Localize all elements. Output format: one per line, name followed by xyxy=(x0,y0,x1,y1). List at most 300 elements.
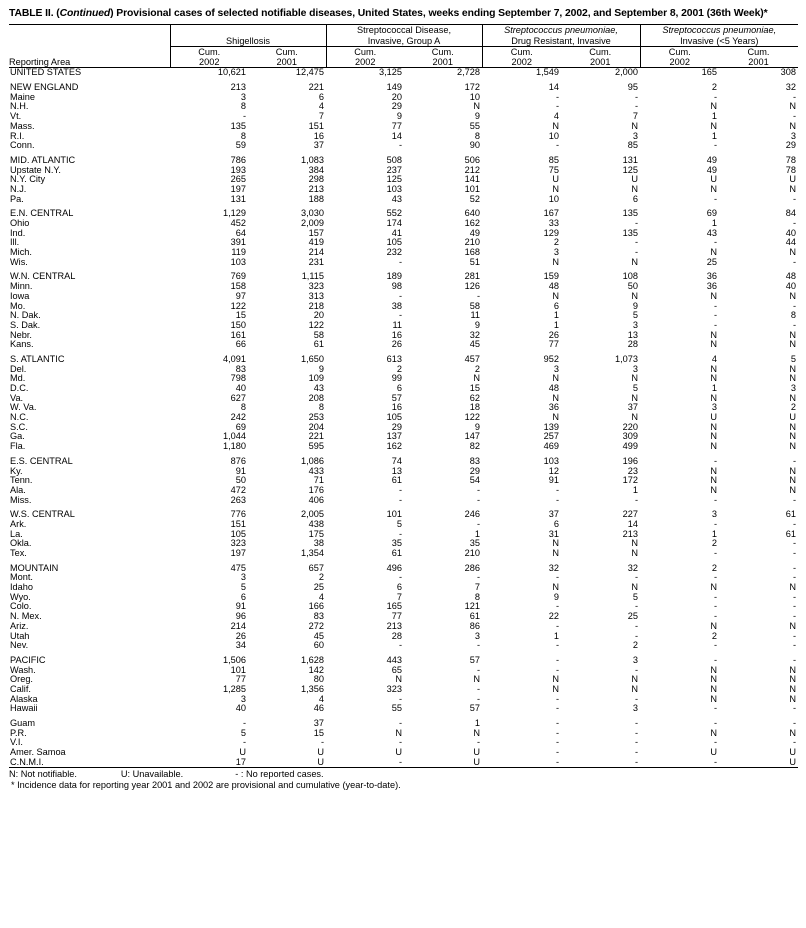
row-value-col1: 37 xyxy=(313,718,324,729)
row-value-col3: U xyxy=(404,758,482,768)
row-value-col1: 157 xyxy=(308,227,324,238)
row-value-col0: 213 xyxy=(230,82,246,93)
row-value-col5: - xyxy=(634,664,638,675)
row-value-col1: 109 xyxy=(308,373,324,384)
row-value-col2: 11 xyxy=(392,319,402,330)
row-value-col2: 174 xyxy=(386,218,402,229)
row-area-label: Vt. xyxy=(10,111,22,122)
row-value-col3: 8 xyxy=(474,591,480,602)
row-value-col1: U xyxy=(248,758,326,768)
row-value-col6: N xyxy=(710,247,717,258)
row-value-col6: 1 xyxy=(711,528,717,539)
row-value-col6: - xyxy=(713,548,717,559)
row-value-col5: 3 xyxy=(632,319,638,330)
row-value-col4: 4 xyxy=(553,111,559,122)
table-row xyxy=(9,583,798,593)
row-value-col5: 196 xyxy=(622,455,638,466)
row-value-col2: 3,125 xyxy=(326,68,404,78)
row-value-col2: 6 xyxy=(396,383,402,394)
row-value-col4: 26 xyxy=(548,329,559,340)
row-value-col2: 7 xyxy=(396,591,402,602)
row-value-col1: 1,086 xyxy=(301,455,324,466)
row-value-col3: 141 xyxy=(464,174,480,185)
table-row xyxy=(9,331,798,341)
row-value-col0: 64 xyxy=(235,227,246,238)
row-value-col4: 1,549 xyxy=(482,68,561,78)
row-value-col5: - xyxy=(634,572,638,583)
row-value-col4: U xyxy=(552,174,559,185)
header-col-cum-label-2: Cum. xyxy=(354,46,377,57)
row-value-col1: 221 xyxy=(308,431,324,442)
row-value-col6: - xyxy=(713,654,717,665)
table-row xyxy=(9,632,798,642)
row-value-col5: - xyxy=(634,601,638,612)
row-value-col0: 475 xyxy=(230,562,246,573)
row-value-col5: 227 xyxy=(622,509,638,520)
row-value-col0: 1,285 xyxy=(223,683,246,694)
row-value-col2: - xyxy=(398,290,402,301)
row-value-col2: 125 xyxy=(386,174,402,185)
row-value-col7: U xyxy=(789,174,796,185)
row-value-col5: 5 xyxy=(632,310,638,321)
row-value-col3: 11 xyxy=(470,310,480,321)
row-value-col1: 83 xyxy=(313,611,324,622)
row-value-col6: - xyxy=(713,591,717,602)
row-value-col0: 776 xyxy=(230,509,246,520)
row-value-col0: 26 xyxy=(235,630,246,641)
row-value-col3: 210 xyxy=(464,237,480,248)
row-value-col2: 29 xyxy=(391,101,402,112)
row-value-col4: N xyxy=(552,582,559,593)
row-area-label: Utah xyxy=(10,630,30,641)
row-value-col1: 8 xyxy=(318,402,324,413)
row-value-col2: 443 xyxy=(386,654,402,665)
row-value-col1: 61 xyxy=(313,339,324,350)
row-value-col7: - xyxy=(792,562,796,573)
page-title xyxy=(9,8,797,20)
row-value-col2: - xyxy=(398,640,402,651)
row-area-label: N. Mex. xyxy=(10,611,42,622)
row-value-col6: - xyxy=(713,611,717,622)
row-value-col7: 5 xyxy=(790,353,796,364)
row-value-col3: 2,728 xyxy=(404,68,482,78)
row-value-col1: 208 xyxy=(308,392,324,403)
row-value-col2: 57 xyxy=(391,392,402,403)
row-value-col5: 28 xyxy=(627,339,638,350)
row-area-label: Oreg. xyxy=(10,674,33,685)
row-value-col3: 45 xyxy=(469,339,480,350)
table-row xyxy=(9,719,798,729)
row-value-col2: 99 xyxy=(391,373,402,384)
row-value-col5: 13 xyxy=(627,329,638,340)
row-value-col7: - xyxy=(792,640,796,651)
row-value-col3: 29 xyxy=(469,465,480,476)
header-col-drug-resistant-2002 xyxy=(482,46,561,67)
row-value-col1: 218 xyxy=(308,300,324,311)
row-value-col1: 272 xyxy=(308,620,324,631)
row-value-col3: 83 xyxy=(469,455,480,466)
row-value-col6: N xyxy=(710,290,717,301)
row-value-col6: - xyxy=(713,237,717,248)
row-value-col0: 876 xyxy=(230,455,246,466)
row-value-col2: - xyxy=(398,310,402,321)
table-row xyxy=(9,704,798,714)
row-value-col5: - xyxy=(634,747,638,758)
row-area-label: Wyo. xyxy=(10,591,31,602)
table-row xyxy=(9,93,798,103)
row-value-col4: N xyxy=(552,183,559,194)
row-value-col0: 91 xyxy=(235,601,246,612)
row-value-col2: 98 xyxy=(391,281,402,292)
row-value-col0: 40 xyxy=(235,383,246,394)
row-value-col7: 8 xyxy=(790,310,796,321)
row-value-col2: 77 xyxy=(391,120,402,131)
row-value-col4: - xyxy=(555,140,559,151)
row-value-col4: - xyxy=(555,484,559,495)
footnote-u-label: U: Unavailable. xyxy=(120,769,184,780)
row-value-col0: 3 xyxy=(240,693,246,704)
row-value-col0: 103 xyxy=(230,256,246,267)
row-value-col5: N xyxy=(631,373,638,384)
row-value-col1: 1,356 xyxy=(301,683,324,694)
row-value-col6: - xyxy=(713,91,717,102)
header-col-cum-label-1: Cum. xyxy=(275,46,298,57)
row-area-label: Wash. xyxy=(10,664,36,675)
row-value-col6: N xyxy=(710,363,717,374)
row-area-label: Mich. xyxy=(10,247,32,258)
table-row xyxy=(9,195,798,205)
row-value-col7: N xyxy=(789,664,796,675)
row-value-col3: - xyxy=(476,640,480,651)
row-area-label: Mo. xyxy=(10,300,26,311)
row-area-label: S.C. xyxy=(10,421,28,432)
row-value-col0: 105 xyxy=(230,528,246,539)
row-area-label: Fla. xyxy=(10,441,26,452)
table-row xyxy=(9,112,798,122)
row-value-col4: - xyxy=(555,718,559,729)
row-value-col2: 496 xyxy=(386,562,402,573)
row-area-label: S. Dak. xyxy=(10,319,41,330)
row-value-col7: 2 xyxy=(790,402,796,413)
row-value-col7: - xyxy=(792,591,796,602)
row-value-col2: 29 xyxy=(391,421,402,432)
header-col-strep-group-a-2001 xyxy=(404,46,482,67)
row-value-col7: N xyxy=(789,693,796,704)
row-value-col1: 37 xyxy=(313,140,324,151)
row-value-col6: U xyxy=(710,747,717,758)
row-value-col6: - xyxy=(713,703,717,714)
row-value-col3: - xyxy=(476,484,480,495)
row-value-col6: N xyxy=(710,674,717,685)
row-value-col3: 62 xyxy=(469,392,480,403)
row-area-label: R.I. xyxy=(10,130,25,141)
row-value-col4: 1 xyxy=(553,310,559,321)
row-value-col5: 37 xyxy=(627,402,638,413)
table-row xyxy=(9,302,798,312)
row-area-label: NEW ENGLAND xyxy=(10,82,79,93)
row-value-col3: 506 xyxy=(464,154,480,165)
row-area-label: Alaska xyxy=(10,693,38,704)
row-value-col6: - xyxy=(713,518,717,529)
row-value-col6: N xyxy=(710,431,717,442)
row-value-col0: 77 xyxy=(235,674,246,685)
row-value-col1: 9 xyxy=(318,363,324,374)
row-value-col3: 35 xyxy=(469,538,480,549)
row-value-col5: N xyxy=(631,290,638,301)
row-value-col7: 308 xyxy=(719,68,798,78)
row-value-col7: N xyxy=(789,120,796,131)
row-area-label: Nev. xyxy=(10,640,29,651)
header-group-strep-group-a xyxy=(326,25,482,47)
row-value-col2: U xyxy=(395,747,402,758)
row-value-col5: 135 xyxy=(622,227,638,238)
row-value-col2: 213 xyxy=(386,620,402,631)
row-value-col6: 43 xyxy=(706,227,717,238)
row-area-label: Wis. xyxy=(10,256,28,267)
row-value-col0: 122 xyxy=(230,300,246,311)
row-value-col3: 168 xyxy=(464,247,480,258)
header-group-strep-group-a-line1: Streptococcal Disease, xyxy=(357,25,451,36)
row-value-col7: N xyxy=(789,441,796,452)
table-row xyxy=(9,258,798,268)
row-value-col0: 119 xyxy=(231,247,246,258)
row-area-label: Iowa xyxy=(10,290,30,301)
row-value-col0: 17 xyxy=(170,758,248,768)
row-value-col5: 6 xyxy=(632,193,638,204)
table-row xyxy=(9,282,798,292)
row-value-col0: 4,091 xyxy=(223,353,246,364)
row-value-col1: 122 xyxy=(308,319,324,330)
row-value-col4: 952 xyxy=(543,353,559,364)
row-value-col7: - xyxy=(792,654,796,665)
header-col-year-0: 2002 xyxy=(199,57,220,68)
row-value-col1: 4 xyxy=(318,693,324,704)
row-value-col5: 220 xyxy=(622,421,638,432)
row-value-col3: 8 xyxy=(474,130,480,141)
row-value-col3: 32 xyxy=(469,329,480,340)
row-value-col7: - xyxy=(792,91,796,102)
row-value-col0: - xyxy=(242,737,246,748)
footnote-dash-label: - : No reported cases. xyxy=(235,769,324,780)
row-value-col3: 457 xyxy=(464,353,480,364)
footnote-legend xyxy=(9,769,797,780)
row-value-col7: N xyxy=(789,431,796,442)
row-value-col1: 1,083 xyxy=(301,154,324,165)
row-value-col0: 101 xyxy=(230,664,246,675)
footnote-star: * Incidence data for reporting year 2001 and 2002 are provisional and cumulative (year-to-date). xyxy=(11,780,401,791)
row-value-col6: - xyxy=(713,601,717,612)
table-row xyxy=(9,695,798,705)
row-value-col4: 10 xyxy=(548,193,559,204)
row-value-col1: 438 xyxy=(308,518,324,529)
row-value-col1: 43 xyxy=(313,383,324,394)
row-value-col2: 162 xyxy=(386,441,402,452)
row-value-col0: 769 xyxy=(230,271,246,282)
table-row xyxy=(9,486,798,496)
row-value-col4: 159 xyxy=(543,271,559,282)
row-area-label: W. Va. xyxy=(10,402,37,413)
row-area-label: E.S. CENTRAL xyxy=(10,455,73,466)
row-value-col7: N xyxy=(789,620,796,631)
row-value-col1: 6 xyxy=(318,91,324,102)
row-value-col0: 3 xyxy=(240,572,246,583)
row-value-col4: N xyxy=(552,683,559,694)
header-group-shigellosis xyxy=(170,25,326,47)
table-row xyxy=(9,248,798,258)
row-value-col7: N xyxy=(789,465,796,476)
row-value-col3: 101 xyxy=(464,183,480,194)
header-col-cum-label-3: Cum. xyxy=(431,46,454,57)
row-value-col5: N xyxy=(631,683,638,694)
row-value-col3: 52 xyxy=(469,193,480,204)
row-value-col0: 197 xyxy=(230,548,246,559)
table-row xyxy=(9,229,798,239)
row-value-col0: 265 xyxy=(230,174,246,185)
row-value-col2: 165 xyxy=(386,601,402,612)
row-value-col7: - xyxy=(792,319,796,330)
row-value-col4: 1 xyxy=(553,630,559,641)
row-value-col1: - xyxy=(320,737,324,748)
table-row xyxy=(9,374,798,384)
table-row xyxy=(9,219,798,229)
row-value-col2: - xyxy=(398,693,402,704)
header-group-strep-group-a-line2: Invasive, Group A xyxy=(367,35,441,46)
row-value-col4: 6 xyxy=(553,518,559,529)
row-value-col2: 43 xyxy=(391,193,402,204)
table-row xyxy=(9,384,798,394)
row-area-label: V.I. xyxy=(10,737,23,748)
row-value-col0: 83 xyxy=(235,363,246,374)
row-value-col4: N xyxy=(552,256,559,267)
header-col-year-3: 2001 xyxy=(432,57,453,68)
row-value-col4: N xyxy=(552,412,559,423)
row-value-col6: N xyxy=(710,329,717,340)
row-area-label: Del. xyxy=(10,363,27,374)
row-value-col7: 84 xyxy=(785,208,796,219)
table-row xyxy=(9,83,798,93)
row-value-col3: 286 xyxy=(464,562,480,573)
row-value-col0: 786 xyxy=(230,154,246,165)
row-value-col4: N xyxy=(552,290,559,301)
row-value-col6: N xyxy=(710,441,717,452)
row-value-col6: 2 xyxy=(711,630,717,641)
row-value-col4: - xyxy=(555,91,559,102)
row-value-col2: 232 xyxy=(386,247,402,258)
row-value-col3: 121 xyxy=(464,601,480,612)
row-value-col6: U xyxy=(710,412,717,423)
row-value-col0: 59 xyxy=(235,140,246,151)
table-row xyxy=(9,292,798,302)
row-value-col2: 55 xyxy=(391,703,402,714)
row-value-col0: 161 xyxy=(230,329,246,340)
row-value-col3: - xyxy=(476,664,480,675)
row-area-label: Nebr. xyxy=(10,329,32,340)
row-value-col3: N xyxy=(473,674,480,685)
row-value-col3: U xyxy=(473,747,480,758)
row-value-col2: - xyxy=(398,737,402,748)
row-value-col3: N xyxy=(473,373,480,384)
row-value-col5: N xyxy=(631,183,638,194)
header-col-cum-label-5: Cum. xyxy=(589,46,612,57)
row-value-col2: N xyxy=(395,727,402,738)
row-value-col2: 137 xyxy=(386,431,402,442)
row-value-col5: 213 xyxy=(622,528,638,539)
row-value-col4: - xyxy=(482,758,561,768)
row-value-col5: 85 xyxy=(627,140,638,151)
table-row xyxy=(9,311,798,321)
header-col-shigellosis-2001 xyxy=(248,46,326,67)
header-col-cum-label-4: Cum. xyxy=(510,46,533,57)
row-value-col1: 595 xyxy=(308,441,324,452)
table-row xyxy=(9,355,798,365)
header-group-strep-pneumo-under5 xyxy=(640,25,798,47)
row-value-col1: 46 xyxy=(313,703,324,714)
row-value-col5: - xyxy=(634,737,638,748)
row-value-col1: 7 xyxy=(318,111,324,122)
row-area-label: Ill. xyxy=(10,237,20,248)
row-value-col1: 38 xyxy=(313,538,324,549)
row-value-col5: 95 xyxy=(627,82,638,93)
row-area-label: P.R. xyxy=(10,727,27,738)
row-area-label: Tenn. xyxy=(10,475,33,486)
title-suffix: ) Provisional cases of selected notifiable diseases, United States, weeks ending September 7, 2002, and September 8, 2001 (36th Week)* xyxy=(110,8,768,19)
row-value-col0: - xyxy=(242,718,246,729)
row-value-col3: 212 xyxy=(464,164,480,175)
row-value-col6: 49 xyxy=(706,154,717,165)
row-value-col2: - xyxy=(398,718,402,729)
row-value-col2: 508 xyxy=(386,154,402,165)
header-col-cum-label-6: Cum. xyxy=(668,46,691,57)
header-group-strep-pneumo-drug-resistant-line1: Streptococcus pneumoniae, xyxy=(504,25,618,36)
row-value-col3: 82 xyxy=(469,441,480,452)
row-value-col6: N xyxy=(710,620,717,631)
row-value-col4: 257 xyxy=(543,431,559,442)
row-area-label: Kans. xyxy=(10,339,34,350)
row-value-col4: 469 xyxy=(543,441,559,452)
row-value-col5: 3 xyxy=(632,130,638,141)
row-value-col6: 1 xyxy=(711,383,717,394)
header-group-strep-pneumo-drug-resistant xyxy=(482,25,640,47)
header-corner-blank xyxy=(9,25,170,47)
row-value-col5: 108 xyxy=(622,271,638,282)
row-value-col6: 4 xyxy=(711,353,717,364)
row-value-col3: 58 xyxy=(469,300,480,311)
row-value-col7: - xyxy=(792,218,796,229)
row-value-col4: 2 xyxy=(553,237,559,248)
row-value-col0: 96 xyxy=(235,611,246,622)
row-value-col5: N xyxy=(631,392,638,403)
row-value-col2: 26 xyxy=(391,339,402,350)
row-value-col6: N xyxy=(710,392,717,403)
row-area-label: La. xyxy=(10,528,23,539)
row-value-col0: 323 xyxy=(230,538,246,549)
row-value-col0: 50 xyxy=(235,475,246,486)
row-value-col6: N xyxy=(710,421,717,432)
row-value-col7: N xyxy=(789,484,796,495)
table-row xyxy=(9,185,798,195)
row-value-col7: N xyxy=(789,247,796,258)
table-row xyxy=(9,496,798,506)
row-value-col6: 36 xyxy=(706,281,717,292)
table-row xyxy=(9,442,798,452)
row-value-col4: - xyxy=(555,494,559,505)
row-value-col2: 2 xyxy=(396,363,402,374)
row-value-col7: N xyxy=(789,475,796,486)
row-value-col5: N xyxy=(631,120,638,131)
row-value-col7: - xyxy=(792,256,796,267)
row-value-col3: 9 xyxy=(474,319,480,330)
row-value-col0: - xyxy=(242,111,246,122)
